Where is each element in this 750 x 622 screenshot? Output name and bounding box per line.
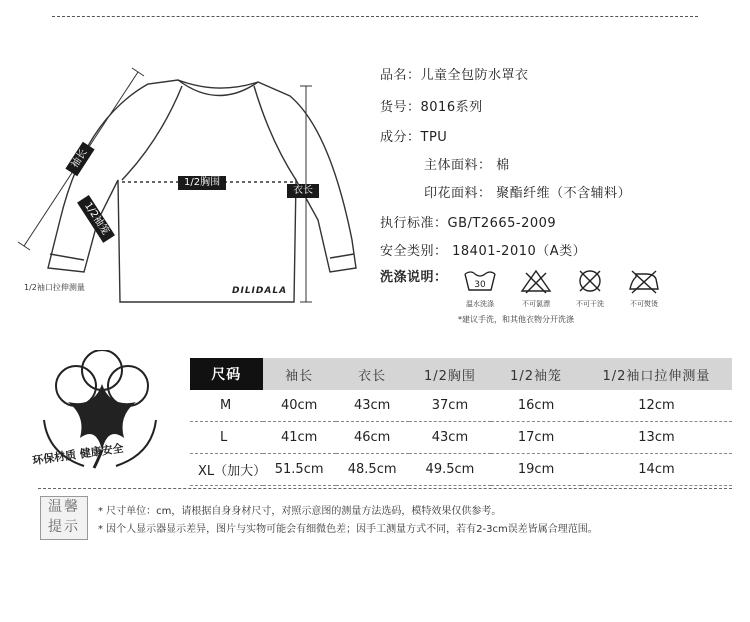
no-bleach-icon xyxy=(506,268,566,309)
care-caption: 不可氯漂 xyxy=(522,300,550,308)
size-table xyxy=(190,358,732,486)
product-name: 品名：儿童全包防水罩衣 xyxy=(380,68,529,83)
care-caption: 温水洗涤 xyxy=(466,300,494,308)
tips-badge xyxy=(40,496,88,540)
size-cell: L xyxy=(190,422,263,454)
header-length: 衣长 xyxy=(336,358,409,390)
brand-logo: DILIDALA xyxy=(232,286,288,296)
header-chest: 1/2胸围 xyxy=(409,358,492,390)
table-cell: 16cm xyxy=(491,390,581,422)
main-fabric: 主体面料： 棉 xyxy=(424,158,510,173)
header-sleeve: 袖长 xyxy=(263,358,336,390)
body-length-tag: 衣长 xyxy=(287,184,319,198)
care-note: *建议手洗，和其他衣物分开洗涤 xyxy=(458,315,574,324)
safety-category: 安全类别： 18401-2010（A类） xyxy=(380,244,587,259)
table-cell: 37cm xyxy=(409,390,492,422)
chest-tag: 1/2胸围 xyxy=(178,176,226,190)
table-cell: 49.5cm xyxy=(409,454,492,486)
eco-emblem xyxy=(24,350,174,490)
care-caption: 不可干洗 xyxy=(576,300,604,308)
composition: 成分：TPU xyxy=(380,130,448,145)
emblem-text: 环保材质 健康安全 xyxy=(31,441,125,468)
armhole-tag: 1/2袖笼 xyxy=(77,195,115,243)
table-row xyxy=(190,422,732,454)
size-cell: XL（加大） xyxy=(190,454,263,486)
table-cell: 43cm xyxy=(409,422,492,454)
table-cell: 41cm xyxy=(263,422,336,454)
tips-divider xyxy=(38,488,732,489)
standard: 执行标准：GB/T2665-2009 xyxy=(380,216,557,231)
table-cell: 48.5cm xyxy=(336,454,409,486)
item-number: 货号：8016系列 xyxy=(380,100,483,115)
table-cell: 46cm xyxy=(336,422,409,454)
size-cell: M xyxy=(190,390,263,422)
header-cuff: 1/2袖口拉伸测量 xyxy=(581,358,732,390)
table-cell: 13cm xyxy=(581,422,732,454)
size-table-header xyxy=(190,358,732,390)
care-caption: 不可熨烫 xyxy=(630,300,658,308)
tips-badge-line1: 温馨 xyxy=(48,499,80,515)
tip-line-2: * 因个人显示器显示差异，图片与实物可能会有细微色差；因手工测量方式不同，若有2-3cm误差皆属合理范围。 xyxy=(98,524,598,535)
tips-badge-line2: 提示 xyxy=(48,519,80,535)
table-cell: 12cm xyxy=(581,390,732,422)
table-cell: 19cm xyxy=(491,454,581,486)
sleeve-length-tag: 袖长 xyxy=(65,142,94,176)
garment-diagram xyxy=(0,40,380,320)
cotton-flower-icon xyxy=(24,350,174,490)
table-cell: 43cm xyxy=(336,390,409,422)
wash-title: 洗涤说明： xyxy=(380,270,448,285)
top-divider xyxy=(52,16,698,17)
table-cell: 51.5cm xyxy=(263,454,336,486)
tip-line-1: * 尺寸单位：cm，请根据自身身材尺寸，对照示意图的测量方法选码，模特效果仅供参考。 xyxy=(98,506,502,517)
print-fabric: 印花面料： 聚酯纤维（不含辅料） xyxy=(424,186,632,201)
no-hand-wash-icon xyxy=(560,268,620,309)
table-row xyxy=(190,390,732,422)
table-row xyxy=(190,454,732,486)
table-cell: 14cm xyxy=(581,454,732,486)
header-armhole: 1/2袖笼 xyxy=(491,358,581,390)
svg-text:30: 30 xyxy=(474,280,486,290)
table-cell: 17cm xyxy=(491,422,581,454)
cuff-measure-note: 1/2袖口拉伸测量 xyxy=(24,283,85,292)
wash-30-icon xyxy=(450,268,510,309)
header-size: 尺码 xyxy=(190,358,263,390)
no-iron-icon xyxy=(614,268,674,309)
table-cell: 40cm xyxy=(263,390,336,422)
